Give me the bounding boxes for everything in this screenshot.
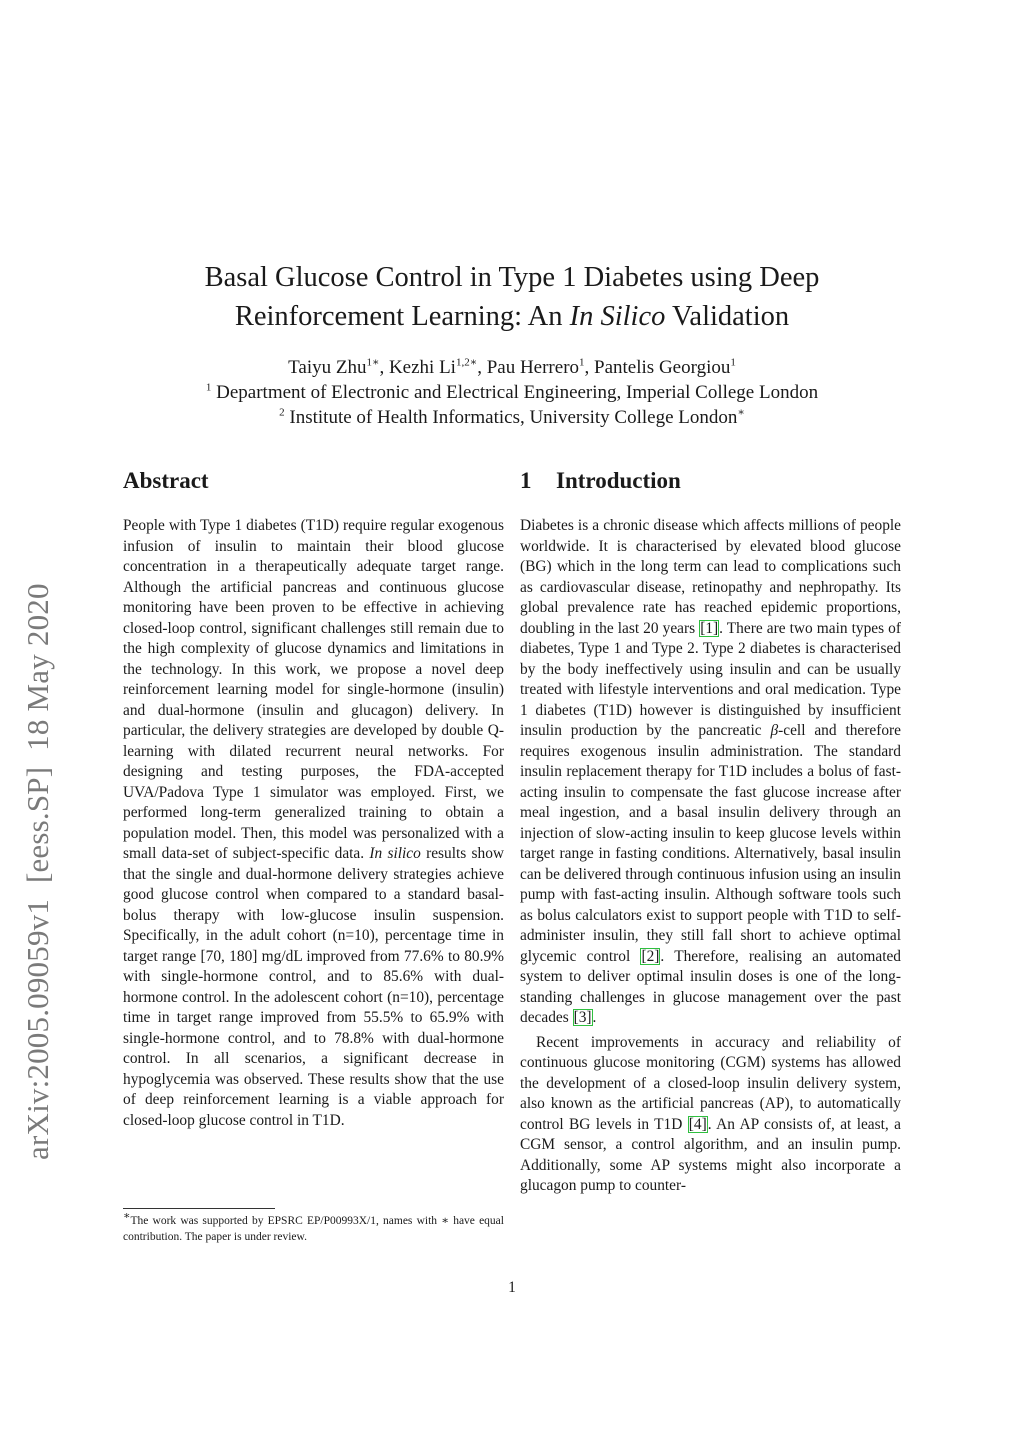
intro-paragraph-2 — [520, 1033, 901, 1197]
footnote-mark: ∗ — [123, 1210, 131, 1223]
intro-text: . An AP consists of, at least, a CGM sensor, a control algorithm, and an insulin pump. Additionally, some AP systems might also incorporate a glucagon pump to counter- — [520, 1115, 901, 1194]
abstract-column — [123, 466, 504, 1131]
title-line-2-post: Validation — [665, 301, 790, 332]
footnote-rule — [123, 1208, 275, 1209]
author-name: , Pau Herrero — [477, 357, 580, 378]
citation-link[interactable]: [4] — [688, 1115, 707, 1133]
intro-text: Recent improvements in accuracy and reliability of continuous glucose monitoring (CGM) systems has allowed the development of a closed-loop insulin delivery system, also known as the artificial pancreas (AP), to automatically control BG levels in T1D — [520, 1033, 901, 1133]
intro-text: . — [592, 1009, 597, 1026]
abstract-text — [123, 516, 504, 1131]
citation-link[interactable]: [2] — [641, 947, 660, 965]
title-line-1: Basal Glucose Control in Type 1 Diabetes using Deep — [204, 262, 820, 293]
author-sup: 1,2∗ — [455, 356, 478, 369]
abstract-heading: Abstract — [123, 468, 209, 493]
intro-text: . There are two main types of diabetes, Type 1 and Type 2. Type 2 diabetes is characterised by the body ineffectively using insulin and can be usually treated with lifestyle interventions and oral medication. Type 1 diabetes (T1D) however is distinguished by insufficient insulin production by the pancreatic — [520, 619, 901, 739]
beta-symbol: β — [770, 722, 779, 739]
author-name: Taiyu Zhu — [288, 357, 367, 378]
affiliation-sup: 1 — [205, 381, 212, 394]
title-line-2-pre: Reinforcement Learning: An — [234, 301, 570, 332]
abstract-text-b: results show that the single and dual-hormone delivery strategies achieve good glucose control when compared to a standard basal-bolus therapy with low-glucose insulin suspension. Specifically, in the adult cohort (n=10), percentage time in target range [70, 180] mg/dL improved from 77.6% to 80.9% with single-hormone control, and to 85.6% with dual-hormone control. In the adolescent cohort (n=10), percentage time in target range improved from 55.5% to 65.9% with single-hormone control, and to 78.8% with dual-hormone control. In all scenarios, a significant decrease in hypoglycemia was observed. These results show that the use of deep reinforcement learning is a viable approach for closed-loop glucose control in T1D. — [123, 845, 505, 1129]
abstract-text-a: People with Type 1 diabetes (T1D) require regular exogenous infusion of insulin to maintain their blood glucose concentration in a therapeutically adequate target range. Although the artificial pancreas and continuous glucose monitoring have been proven to be effective in achieving closed-loop control, significant challenges still remain due to the high complexity of glucose dynamics and limitations in the technology. In this work, we propose a novel deep reinforcement learning model for single-hormone (insulin) and dual-hormone (insulin and glucagon) delivery. In particular, the delivery strategies are developed by double Q-learning with dilated recurrent neural networks. For designing and testing purposes, the FDA-accepted UVA/Padova Type 1 simulator was employed. First, we performed long-term generalized training to obtain a population model. Then, this model was personalized with a small data-set of subject-specific data. — [123, 517, 504, 862]
page-number: 1 — [508, 1279, 516, 1296]
citation-link[interactable]: [1] — [700, 619, 719, 637]
footnote — [123, 1210, 504, 1245]
citation-link[interactable]: [3] — [573, 1009, 592, 1026]
abstract-emphasis: In silico — [369, 845, 421, 862]
intro-text: -cell and therefore requires exogenous insulin administration. The standard insulin replacement therapy for T1D includes a bolus of fast-acting insulin to compensate the fast glucose increase after meal ingestion, and a basal insulin delivery through an injection of slow-acting insulin to keep glucose levels within target range in fasting conditions. Alternatively, basal insulin can be delivered through continuous infusion using an insulin pump with fast-acting insulin. Although software tools such as bolus calculators exist to support people with T1D to self-administer insulin, they still fall short to achieve optimal glycemic control — [520, 722, 901, 965]
introduction-heading — [520, 466, 901, 516]
affiliation-1 — [100, 380, 924, 405]
affiliation-sup: 2 — [279, 406, 285, 419]
section-title: Introduction — [556, 468, 681, 493]
author-name: , Pantelis Georgiou — [584, 357, 731, 378]
footnote-text: The work was supported by EPSRC EP/P00993X/1, names with ∗ have equal contribution. The paper is under review. — [123, 1215, 504, 1243]
introduction-column — [520, 466, 901, 1197]
title-line-2-em: In Silico — [569, 301, 666, 332]
intro-paragraph-1 — [520, 516, 901, 1029]
arxiv-side-stamp: arXiv:2005.09059v1 [eess.SP] 18 May 2020 — [20, 583, 55, 1160]
intro-text: . Therefore, realising an automated system to deliver optimal insulin doses is one of the long-standing challenges in glucose management over the past decades — [520, 947, 901, 1026]
affiliation-text: Institute of Health Informatics, University College London — [284, 407, 738, 428]
author-list — [100, 355, 924, 380]
author-block — [100, 355, 924, 430]
author-sup: 1∗ — [366, 356, 380, 369]
affiliation-text: Department of Electronic and Electrical Engineering, Imperial College London — [211, 382, 819, 403]
intro-text: Diabetes is a chronic disease which affects millions of people worldwide. It is characterised by elevated blood glucose (BG) which in the long term can lead to complications such as cardiovascular disease, retinopathy and nephropathy. Its global prevalence rate has reached epidemic proportions, doubling in the last 20 years — [520, 517, 901, 637]
affiliation-mark: ∗ — [737, 406, 745, 419]
section-number: 1 — [520, 468, 532, 493]
author-name: , Kezhi Li — [379, 357, 456, 378]
affiliation-2 — [100, 405, 924, 430]
paper-title — [120, 258, 904, 336]
author-sup: 1 — [730, 356, 736, 369]
author-sup: 1 — [579, 356, 585, 369]
